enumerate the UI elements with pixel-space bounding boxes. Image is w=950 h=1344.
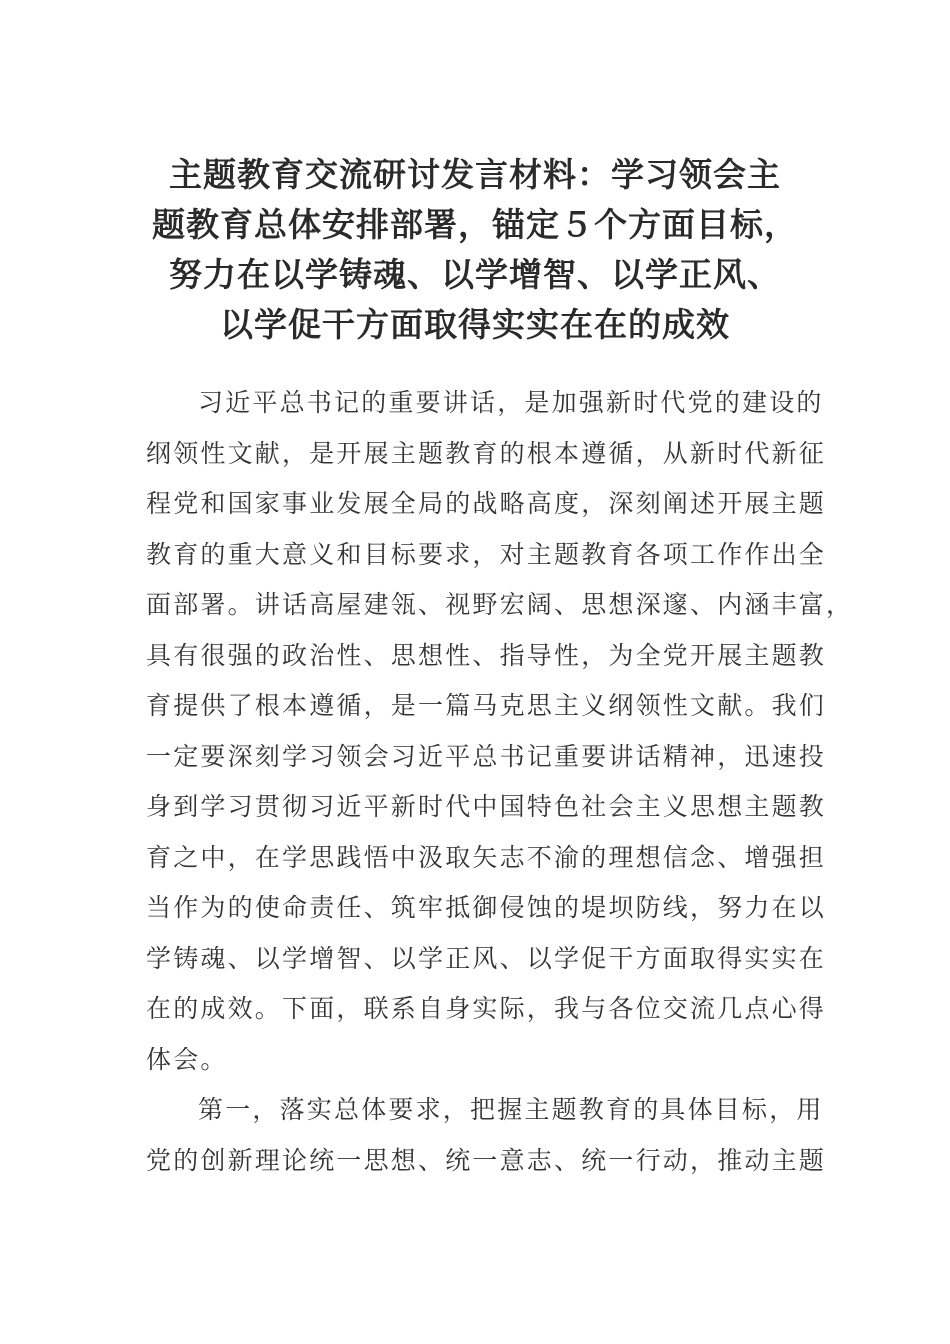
text-line: 纲领性文献，是开展主题教育的根本遵循，从新时代新征 xyxy=(146,438,827,468)
text-line: 一定要深刻学习领会习近平总书记重要讲话精神，迅速投 xyxy=(146,741,827,771)
document-title xyxy=(140,150,810,350)
text-line: 当作为的使命责任、筑牢抵御侵蚀的堤坝防线，努力在以 xyxy=(146,893,827,922)
text-line: 身到学习贯彻习近平新时代中国特色社会主义思想主题教 xyxy=(146,792,827,821)
title-line: 题教育总体安排部署，锚定５个方面目标， xyxy=(152,205,798,244)
text-line: 在的成效。下面，联系自身实际，我与各位交流几点心得 xyxy=(146,994,827,1023)
text-line: 第一，落实总体要求，把握主题教育的具体目标，用 xyxy=(198,1095,824,1124)
text-line: 育之中，在学思践悟中汲取矢志不渝的理想信念、增强担 xyxy=(146,842,827,872)
text-line: 育提供了根本遵循，是一篇马克思主义纲领性文献。我们 xyxy=(146,691,827,720)
text-line: 体会。 xyxy=(146,1044,228,1074)
text-line: 教育的重大意义和目标要求，对主题教育各项工作作出全 xyxy=(146,539,827,569)
paragraph-2 xyxy=(146,1085,827,1186)
text-line: 习近平总书记的重要讲话，是加强新时代党的建设的 xyxy=(198,388,824,417)
text-line: 面部署。讲话高屋建瓴、视野宏阔、思想深邃、内涵丰富， xyxy=(146,590,854,619)
title-line: 以学促干方面取得实实在在的成效 xyxy=(220,305,730,344)
title-line: 努力在以学铸魂、以学增智、以学正风、 xyxy=(169,255,781,294)
document-body xyxy=(146,378,854,1186)
paragraph-1 xyxy=(146,378,854,1085)
text-line: 学铸魂、以学增智、以学正风、以学促干方面取得实实在 xyxy=(146,943,827,973)
text-line: 程党和国家事业发展全局的战略高度，深刻阐述开展主题 xyxy=(146,489,827,518)
text-line: 具有很强的政治性、思想性、指导性，为全党开展主题教 xyxy=(146,640,827,670)
title-line: 主题教育交流研讨发言材料：学习领会主 xyxy=(169,155,781,194)
text-line: 党的创新理论统一思想、统一意志、统一行动，推动主题 xyxy=(146,1145,827,1175)
